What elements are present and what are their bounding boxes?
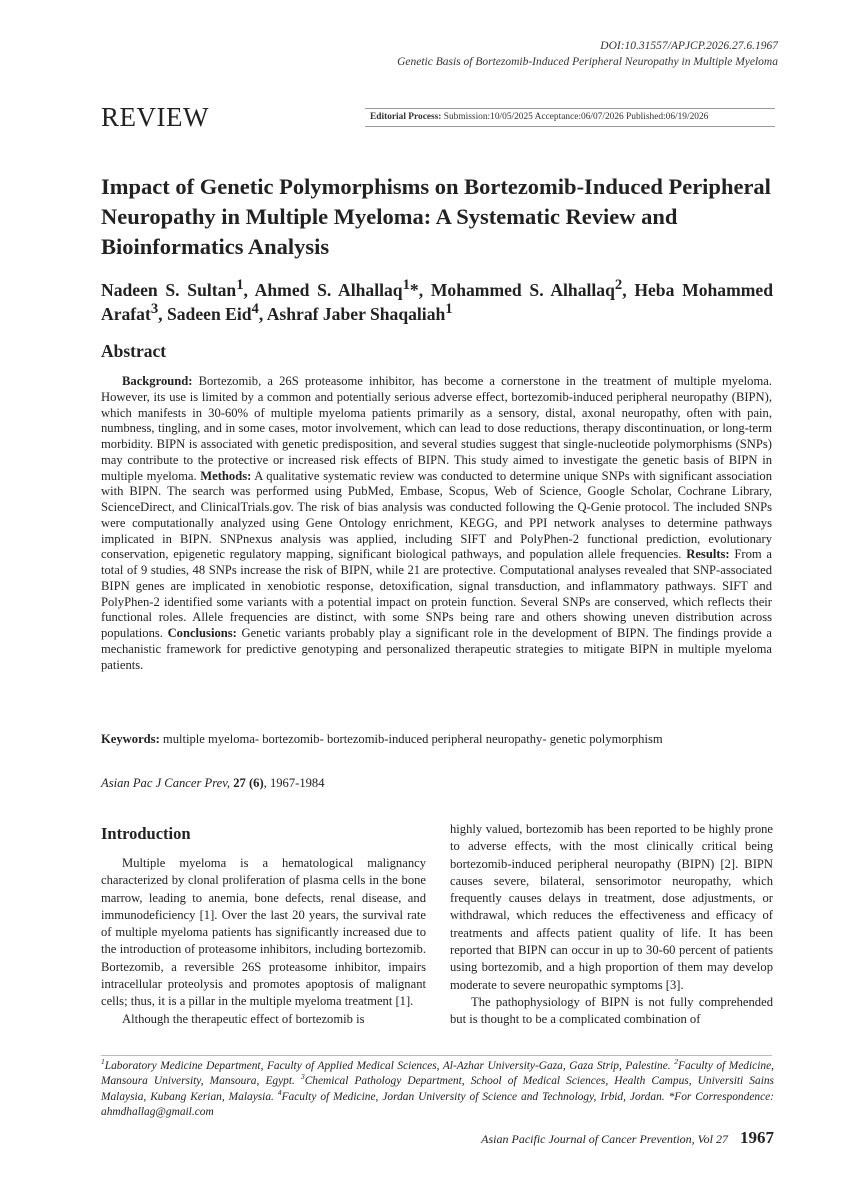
introduction-heading: Introduction [101, 824, 191, 843]
author-list [101, 278, 773, 326]
author: Nadeen S. Sultan$^1$, [101, 277, 255, 300]
doi[interactable]: DOI:10.31557/APJCP.2026.27.6.1967 [600, 40, 778, 52]
conclusions-label: Conclusions: [167, 626, 237, 640]
paper-title: Impact of Genetic Polymorphisms on Bortezomib-Induced Peripheral Neuropathy in Multiple Myeloma: A Systematic Review and Bioinformatics Analysis [101, 174, 771, 259]
right-column [450, 821, 773, 1029]
abstract-body [101, 374, 772, 673]
affiliation: Laboratory Medicine Department, Faculty of Applied Medical Sciences, Al-Azhar University-Gaza, Gaza Strip, Palestine. [104, 1060, 671, 1072]
paragraph: Multiple myeloma is a hematological malignancy characterized by clonal proliferation of plasma cells in the bone marrow, leading to anemia, bone defects, renal disease, and immunodeficiency [1]. Over the last 20 years, the survival rate of multiple myeloma patients has significantly increased due to the introduction of proteasome inhibitors, including bortezomib. Bortezomib, a reversible 26S proteasome inhibitor, impairs intracellular proteolysis and promotes apoptosis of malignant cells; thus, it is a pillar in the multiple myeloma treatment [1]. [101, 856, 426, 1009]
citation-journal: Asian Pac J Cancer Prev, [101, 776, 231, 790]
affiliation: Faculty of Medicine, Jordan University of Science and Technology, Irbid, Jordan. [281, 1090, 665, 1103]
affiliations: $^1$Laboratory Medicine Department, Faculty of Applied Medical Sciences, Al-Azhar University-Gaza, Gaza Strip, Palestine. $^2$Faculty of Medicine, Mansoura University, Mansoura, Egypt. $^3$Chemical Pathology Department, School of Medical Sciences, Health Campus, Universiti Sains Malaysia, Kubang Kerian, Malaysia. $^4$Faculty of Medicine, Jordan University of Science and Technology, Irbid, Jordan. *For Correspondence: ahmdhallag@gmail.com [101, 1057, 774, 1118]
background-text: Bortezomib, a 26S proteasome inhibitor, has become a cornerstone in the treatment of multiple myeloma. However, its use is limited by a common and potentially serious adverse effect, bortezomib-induced peripheral neuropathy (BIPN), which manifests in 30-60% of multiple myeloma patients primarily as a sensory, distal, axonal neuropathy, often with pain, numbness, tingling, and in some cases, motor involvement, which can lead to dose reductions, therapy discontinuation, or long-term morbidity. BIPN is associated with genetic predisposition, and several studies suggest that single-nucleotide polymorphisms (SNPs) may contribute to the protective or increased risk effects of BIPN. This study aimed to investigate the genetic basis of BIPN in multiple myeloma. [101, 374, 772, 483]
paragraph: highly valued, bortezomib has been reported to be highly prone to adverse effects, with the most clinically critical being bortezomib-induced peripheral neuropathy (BIPN) [2]. BIPN causes severe, bilateral, sensorimotor neuropathy, which frequently causes delays in treatment, dose adjustments, or withdrawal, which reduces the effectiveness and efficacy of treatments and affects patient quality of life. It has been reported that BIPN can occur in up to 30-60 percent of patients using bortezomib, and a high proportion of them may develop moderate to severe neuropathic symptoms [3]. [450, 822, 773, 992]
background-label: Background: [122, 374, 193, 388]
affiliation: Faculty of Medicine, Mansoura University, Mansoura, Egypt. [101, 1060, 774, 1088]
correspondence[interactable]: *For Correspondence: ahmdhallag@gmail.com [101, 1090, 774, 1118]
citation-issue: (6) [248, 776, 264, 790]
editorial-process [365, 108, 775, 127]
author: Sadeen Eid$^4$, [166, 301, 267, 324]
methods-text: A qualitative systematic review was conducted to determine unique SNPs with significant association with BIPN. The search was performed using PubMed, Embase, Scopus, Web of Science, Google Scholar, Cochrane Library, ScienceDirect, and ClinicalTrials.gov. The risk of bias analysis was conducted following the Q-Genie protocol. The included SNPs were computationally analyzed using Gene Ontology enrichment, KEGG, and PPI network analyses to determine pathways implicated in BIPN. SNPnexus analysis was applied, including SIFT and PolyPhen-2 functional prediction, evolutionary conservation, epigenetic regulatory mapping, significant biological pathways, and population allele frequencies. [101, 468, 772, 562]
keywords-text: multiple myeloma- bortezomib- bortezomib-induced peripheral neuropathy- genetic polymorphism [162, 732, 663, 746]
article-type: REVIEW [101, 102, 209, 132]
page-footer [481, 1128, 774, 1148]
abstract-heading: Abstract [101, 341, 167, 361]
conclusions-text: Genetic variants probably play a significant role in the development of BIPN. The findings provide a mechanistic framework for predictive genotyping and personalized therapeutic strategies to mitigate BIPN in multiple myeloma patients. [101, 626, 772, 672]
running-title: Genetic Basis of Bortezomib-Induced Peripheral Neuropathy in Multiple Myeloma [397, 56, 778, 68]
author: Ahmed S. Alhallaq$^1$*, [254, 277, 431, 300]
page-number: 1967 [740, 1128, 774, 1147]
keywords [101, 731, 773, 747]
affiliation: Chemical Pathology Department, School of Medical Sciences, Health Campus, Universiti Sains Malaysia, Kubang Kerian, Malaysia. [101, 1075, 774, 1103]
running-header [397, 38, 778, 70]
citation [101, 776, 325, 791]
methods-label: Methods: [200, 468, 252, 483]
paragraph: The pathophysiology of BIPN is not fully comprehended but is thought to be a complicated combination of [450, 994, 773, 1027]
author: Heba Mohammed Arafat$^3$, [101, 280, 773, 324]
results-text: From a total of 9 studies, 48 SNPs increase the risk of BIPN, while 21 are protective. Computational analyses revealed that SNP-associated BIPN genes are implicated in xenobiotic response, detoxification, signal transduction, and inflammatory pathways. SIFT and PolyPhen-2 identified some variants with a potential impact on protein function. Several SNPs are conserved, which reflects their functional roles. Allele frequencies are distinct, with some SNPs being rare and others showing uneven distribution across populations. [101, 547, 773, 640]
author: Mohammed S. Alhallaq$^2$, [430, 277, 635, 300]
results-label: Results: [686, 547, 730, 562]
left-column [101, 855, 426, 1028]
citation-volume: 27 [233, 776, 246, 790]
editorial-label: Editorial Process: [370, 112, 442, 122]
keywords-label: Keywords: [101, 732, 160, 746]
citation-pages: , 1967-1984 [263, 776, 325, 790]
editorial-dates: Submission:10/05/2025 Acceptance:06/07/2026 Published:06/19/2026 [443, 112, 709, 122]
footer-journal: Asian Pacific Journal of Cancer Prevention, Vol 27 [481, 1132, 728, 1146]
paragraph: Although the therapeutic effect of bortezomib is [122, 1011, 365, 1026]
affiliation-divider [101, 1055, 772, 1056]
author: Ashraf Jaber Shaqaliah$^1$ [266, 301, 453, 324]
